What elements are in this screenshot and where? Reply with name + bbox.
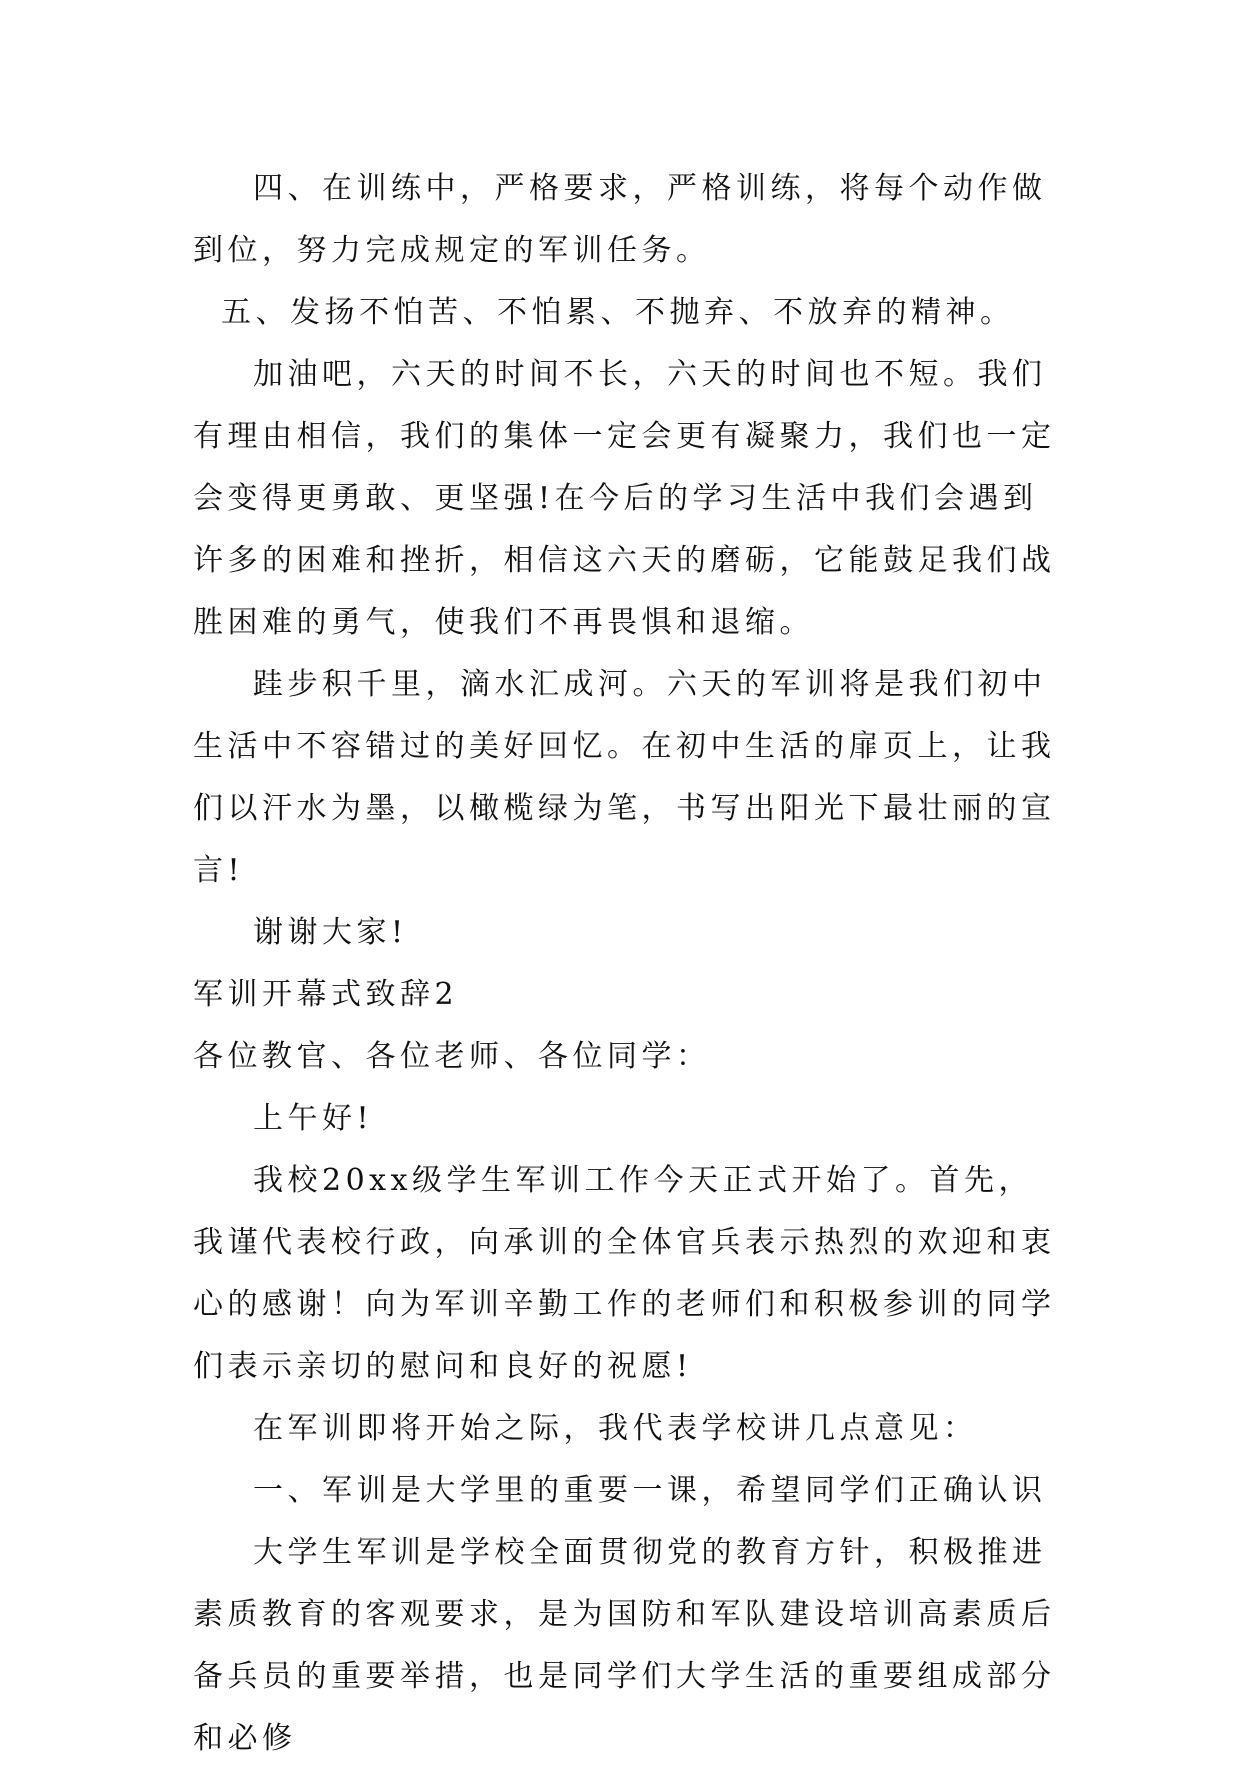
document-body [193,158,1059,1770]
paragraph-thanks: 谢谢大家! [253,915,408,950]
greeting: 上午好! [253,1101,374,1136]
paragraph-spirit: 五、发扬不怕苦、不怕累、不抛弃、不放弃的精神。 [221,295,1015,330]
paragraph-memory: 跬步积千里，滴水汇成河。六天的军训将是我们初中生活中不容错过的美好回忆。在初中生活的扉页上，让我们以汗水为墨，以橄榄绿为笔，书写出阳光下最壮丽的宣言! [193,667,1056,888]
paragraph-point-one: 一、军训是大学里的重要一课，希望同学们正确认识 [253,1473,1047,1508]
paragraph-opinions-intro: 在军训即将开始之际，我代表学校讲几点意见： [253,1411,978,1446]
salutation: 各位教官、各位老师、各位同学： [193,1039,711,1074]
section-title: 军训开幕式致辞2 [193,977,459,1012]
paragraph-encouragement: 加油吧，六天的时间不长，六天的时间也不短。我们有理由相信，我们的集体一定会更有凝聚力，我们也一定会变得更勇敢、更坚强!在今后的学习生活中我们会遇到许多的困难和挫折，相信这六天的磨砺，它能鼓足我们战胜困难的勇气，使我们不再畏惧和退缩。 [193,357,1056,640]
paragraph-training-requirements: 四、在训练中，严格要求，严格训练，将每个动作做到位，努力完成规定的军训任务。 [193,171,1047,268]
paragraph-military-training: 大学生军训是学校全面贯彻党的教育方针，积极推进素质教育的客观要求，是为国防和军队建设培训高素质后备兵员的重要举措，也是同学们大学生活的重要组成部分和必修 [193,1535,1056,1756]
paragraph-opening: 我校20xx级学生军训工作今天正式开始了。首先，我谨代表校行政，向承训的全体官兵表示热烈的欢迎和衷心的感谢！向为军训辛勤工作的老师们和积极参训的同学们表示亲切的慰问和良好的祝愿! [193,1163,1056,1384]
